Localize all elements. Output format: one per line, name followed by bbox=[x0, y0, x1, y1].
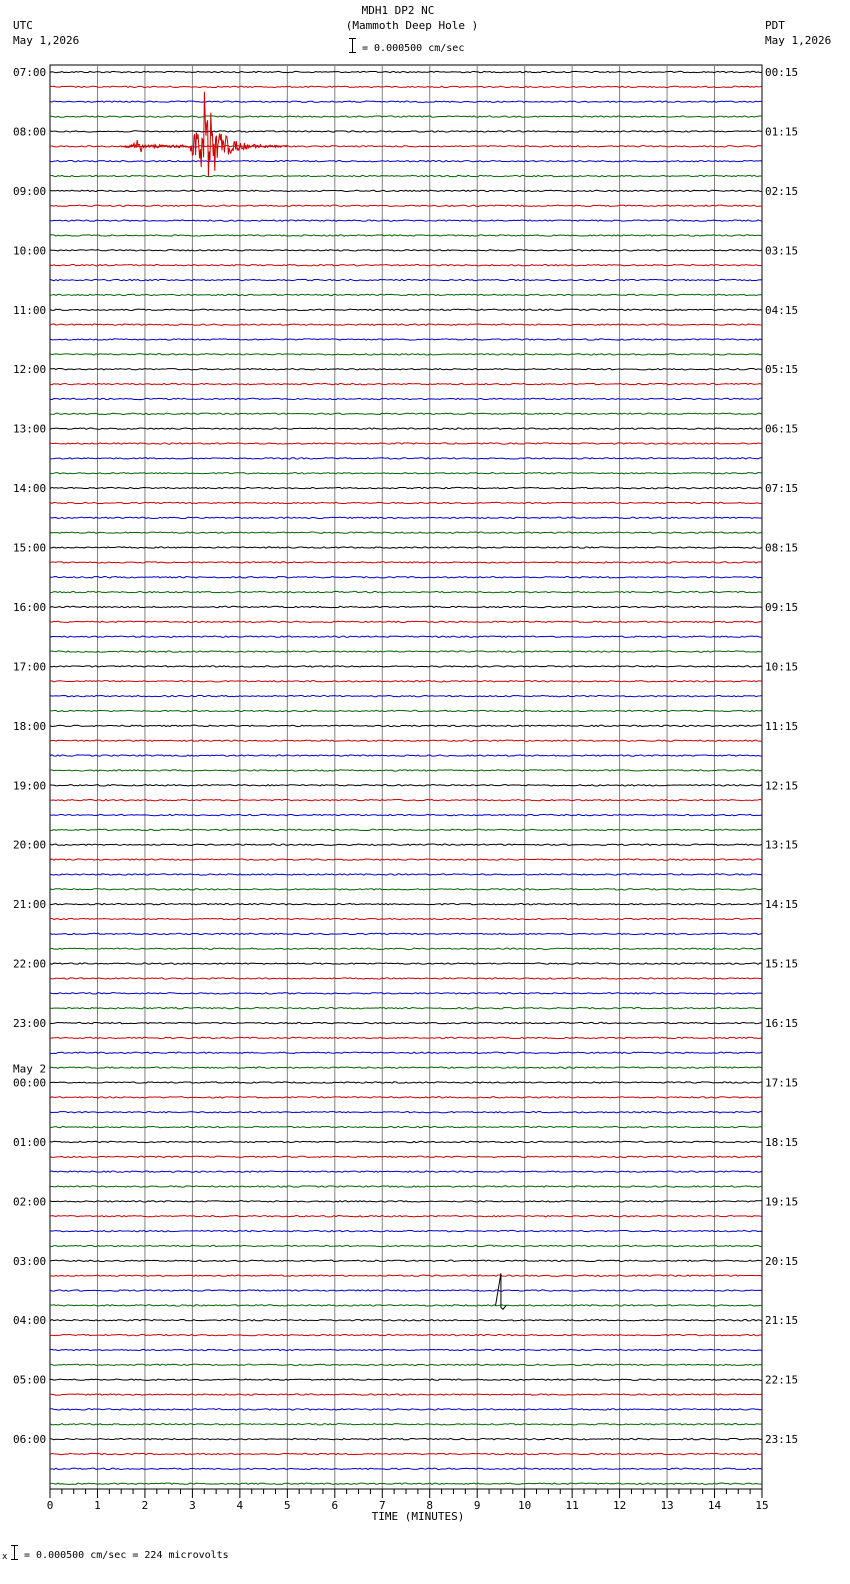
utc-hour-label: 17:00 bbox=[13, 660, 47, 674]
trace-line bbox=[50, 324, 762, 325]
trace-line bbox=[50, 577, 762, 578]
pdt-time-label: 04:15 bbox=[765, 303, 799, 317]
trace-line bbox=[50, 116, 762, 117]
pdt-time-label: 22:15 bbox=[765, 1373, 799, 1387]
trace-line bbox=[50, 1126, 762, 1127]
trace-line bbox=[50, 785, 762, 786]
trace-line bbox=[50, 1290, 762, 1291]
trace-line bbox=[50, 1334, 762, 1335]
trace-line bbox=[50, 918, 762, 919]
trace-line bbox=[50, 443, 762, 444]
right-timezone: PDT bbox=[765, 19, 785, 32]
utc-hour-label: 07:00 bbox=[13, 66, 47, 79]
trace-line bbox=[50, 1230, 762, 1231]
trace-line bbox=[50, 309, 762, 310]
x-tick-label: 6 bbox=[331, 1499, 339, 1512]
trace-line bbox=[50, 1156, 762, 1157]
trace-line bbox=[50, 1082, 762, 1083]
trace-line bbox=[50, 487, 762, 488]
pdt-time-label: 15:15 bbox=[765, 957, 799, 971]
utc-date-label: May 2 bbox=[13, 1062, 47, 1076]
trace-line bbox=[50, 725, 762, 726]
trace-line bbox=[50, 428, 762, 429]
trace-line bbox=[50, 1260, 762, 1261]
trace-line bbox=[50, 205, 762, 206]
trace-line bbox=[50, 1097, 762, 1098]
trace-line bbox=[50, 458, 762, 459]
utc-hour-label: 02:00 bbox=[13, 1195, 47, 1209]
pdt-time-label: 20:15 bbox=[765, 1254, 799, 1268]
trace-line bbox=[50, 740, 762, 741]
utc-hour-label: 19:00 bbox=[13, 779, 47, 793]
trace-line bbox=[50, 1022, 762, 1023]
pdt-time-label: 10:15 bbox=[765, 660, 799, 674]
trace-line bbox=[50, 963, 762, 964]
trace-line bbox=[50, 101, 762, 102]
trace-line bbox=[50, 695, 762, 696]
trace-line bbox=[50, 339, 762, 340]
trace-line bbox=[50, 1141, 762, 1142]
trace-line bbox=[50, 547, 762, 548]
x-tick-label: 8 bbox=[426, 1499, 434, 1512]
trace-line bbox=[50, 1424, 762, 1425]
trace-line bbox=[50, 755, 762, 756]
station-title: MDH1 DP2 NC bbox=[361, 4, 435, 17]
trace-line bbox=[50, 383, 762, 384]
trace-line bbox=[50, 532, 762, 533]
trace-line bbox=[50, 354, 762, 355]
utc-hour-label: 06:00 bbox=[13, 1433, 47, 1447]
x-tick-label: 13 bbox=[660, 1499, 674, 1512]
trace-line bbox=[50, 1483, 762, 1484]
pdt-time-label: 12:15 bbox=[765, 779, 799, 793]
trace-line bbox=[50, 1037, 762, 1038]
seismic-event-trace bbox=[121, 92, 287, 177]
trace-line bbox=[50, 844, 762, 845]
trace-line bbox=[50, 1438, 762, 1439]
trace-line bbox=[50, 1201, 762, 1202]
trace-line bbox=[50, 1349, 762, 1350]
trace-line bbox=[50, 651, 762, 652]
trace-line bbox=[50, 829, 762, 830]
utc-hour-label: 09:00 bbox=[13, 184, 47, 198]
trace-line bbox=[50, 190, 762, 191]
pdt-time-label: 17:15 bbox=[765, 1076, 799, 1090]
seismic-event-trace bbox=[496, 1273, 507, 1309]
utc-hour-label: 05:00 bbox=[13, 1373, 47, 1387]
left-date: May 1,2026 bbox=[13, 34, 80, 47]
trace-line bbox=[50, 681, 762, 682]
trace-line bbox=[50, 666, 762, 667]
trace-line bbox=[50, 710, 762, 711]
footer-scale-text: = 0.000500 cm/sec = 224 microvolts bbox=[24, 1550, 229, 1561]
trace-line bbox=[50, 770, 762, 771]
utc-hour-label: 11:00 bbox=[13, 303, 47, 317]
utc-hour-label: 22:00 bbox=[13, 957, 47, 971]
trace-line bbox=[50, 562, 762, 563]
pdt-time-label: 09:15 bbox=[765, 600, 799, 614]
utc-hour-label: 10:00 bbox=[13, 244, 47, 258]
pdt-time-label: 01:15 bbox=[765, 125, 799, 139]
x-tick-label: 12 bbox=[612, 1499, 627, 1512]
trace-line bbox=[50, 473, 762, 474]
trace-line bbox=[50, 1305, 762, 1306]
trace-line bbox=[50, 517, 762, 518]
trace-line bbox=[50, 1409, 762, 1410]
trace-line bbox=[50, 175, 762, 176]
utc-hour-label: 16:00 bbox=[13, 600, 47, 614]
trace-line bbox=[50, 1052, 762, 1053]
pdt-time-label: 16:15 bbox=[765, 1017, 799, 1031]
trace-line bbox=[50, 1171, 762, 1172]
utc-hour-label: 00:00 bbox=[13, 1076, 47, 1090]
trace-line bbox=[50, 591, 762, 592]
x-tick-label: 14 bbox=[707, 1499, 722, 1512]
x-tick-label: 10 bbox=[518, 1499, 532, 1512]
utc-hour-label: 18:00 bbox=[13, 719, 47, 733]
trace-line bbox=[50, 1216, 762, 1217]
trace-line bbox=[50, 1379, 762, 1380]
pdt-time-label: 14:15 bbox=[765, 898, 799, 912]
header-scale-label: = 0.000500 cm/sec bbox=[362, 43, 465, 54]
trace-line bbox=[50, 220, 762, 221]
pdt-time-label: 05:15 bbox=[765, 363, 799, 377]
footer-scale-bar-icon bbox=[11, 1545, 18, 1560]
trace-line bbox=[50, 1245, 762, 1246]
trace-line bbox=[50, 71, 762, 72]
pdt-time-label: 07:15 bbox=[765, 482, 799, 496]
station-location: (Mammoth Deep Hole ) bbox=[345, 19, 479, 32]
x-tick-label: 2 bbox=[141, 1499, 149, 1512]
trace-line bbox=[50, 413, 762, 414]
right-date: May 1,2026 bbox=[765, 34, 832, 47]
trace-line bbox=[50, 160, 762, 161]
x-tick-label: 11 bbox=[565, 1499, 579, 1512]
trace-line bbox=[50, 814, 762, 815]
x-tick-label: 9 bbox=[473, 1499, 481, 1512]
trace-line bbox=[50, 86, 762, 87]
trace-line bbox=[50, 1275, 762, 1276]
trace-line bbox=[50, 606, 762, 607]
utc-hour-label: 20:00 bbox=[13, 838, 47, 852]
trace-line bbox=[50, 1112, 762, 1113]
trace-line bbox=[50, 1320, 762, 1321]
trace-line bbox=[50, 1394, 762, 1395]
x-tick-label: 1 bbox=[94, 1499, 101, 1512]
utc-hour-label: 04:00 bbox=[13, 1314, 47, 1328]
utc-hour-label: 01:00 bbox=[13, 1135, 47, 1149]
trace-line bbox=[50, 1468, 762, 1469]
pdt-time-label: 03:15 bbox=[765, 244, 799, 258]
pdt-time-label: 23:15 bbox=[765, 1433, 799, 1447]
trace-line bbox=[50, 398, 762, 399]
x-tick-label: 4 bbox=[236, 1499, 244, 1512]
utc-hour-label: 15:00 bbox=[13, 541, 47, 555]
trace-line bbox=[50, 903, 762, 904]
utc-hour-label: 13:00 bbox=[13, 422, 47, 436]
x-tick-label: 3 bbox=[189, 1499, 196, 1512]
trace-line bbox=[50, 889, 762, 890]
pdt-time-label: 18:15 bbox=[765, 1135, 799, 1149]
trace-line bbox=[50, 874, 762, 875]
left-timezone: UTC bbox=[13, 19, 33, 32]
utc-hour-label: 23:00 bbox=[13, 1017, 47, 1031]
pdt-time-label: 00:15 bbox=[765, 66, 799, 79]
trace-line bbox=[50, 1364, 762, 1365]
utc-hour-label: 14:00 bbox=[13, 482, 47, 496]
trace-line bbox=[50, 235, 762, 236]
pdt-time-label: 02:15 bbox=[765, 184, 799, 198]
trace-line bbox=[50, 250, 762, 251]
pdt-time-label: 06:15 bbox=[765, 422, 799, 436]
pdt-time-label: 19:15 bbox=[765, 1195, 799, 1209]
utc-hour-label: 21:00 bbox=[13, 898, 47, 912]
pdt-time-label: 21:15 bbox=[765, 1314, 799, 1328]
x-tick-label: 15 bbox=[755, 1499, 769, 1512]
trace-line bbox=[50, 859, 762, 860]
trace-line bbox=[50, 264, 762, 265]
x-tick-label: 0 bbox=[46, 1499, 54, 1512]
trace-line bbox=[50, 948, 762, 949]
trace-line bbox=[50, 1067, 762, 1068]
trace-line bbox=[50, 636, 762, 637]
trace-line bbox=[50, 369, 762, 370]
pdt-time-label: 08:15 bbox=[765, 541, 799, 555]
trace-line bbox=[50, 1186, 762, 1187]
trace-line bbox=[50, 1007, 762, 1008]
x-tick-label: 7 bbox=[378, 1499, 386, 1512]
trace-line bbox=[50, 933, 762, 934]
x-axis-label: TIME (MINUTES) bbox=[371, 1510, 465, 1523]
utc-hour-label: 12:00 bbox=[13, 363, 47, 377]
utc-hour-label: 08:00 bbox=[13, 125, 47, 139]
utc-hour-label: 03:00 bbox=[13, 1254, 47, 1268]
trace-line bbox=[50, 978, 762, 979]
pdt-time-label: 13:15 bbox=[765, 838, 799, 852]
trace-line bbox=[50, 502, 762, 503]
trace-line bbox=[50, 1453, 762, 1454]
footer-prefix: x bbox=[2, 1552, 8, 1562]
trace-line bbox=[50, 799, 762, 800]
pdt-time-label: 11:15 bbox=[765, 719, 799, 733]
trace-line bbox=[50, 294, 762, 295]
trace-line bbox=[50, 131, 762, 132]
x-tick-label: 5 bbox=[284, 1499, 291, 1512]
trace-line bbox=[50, 621, 762, 622]
trace-line bbox=[50, 279, 762, 280]
trace-line bbox=[50, 993, 762, 994]
